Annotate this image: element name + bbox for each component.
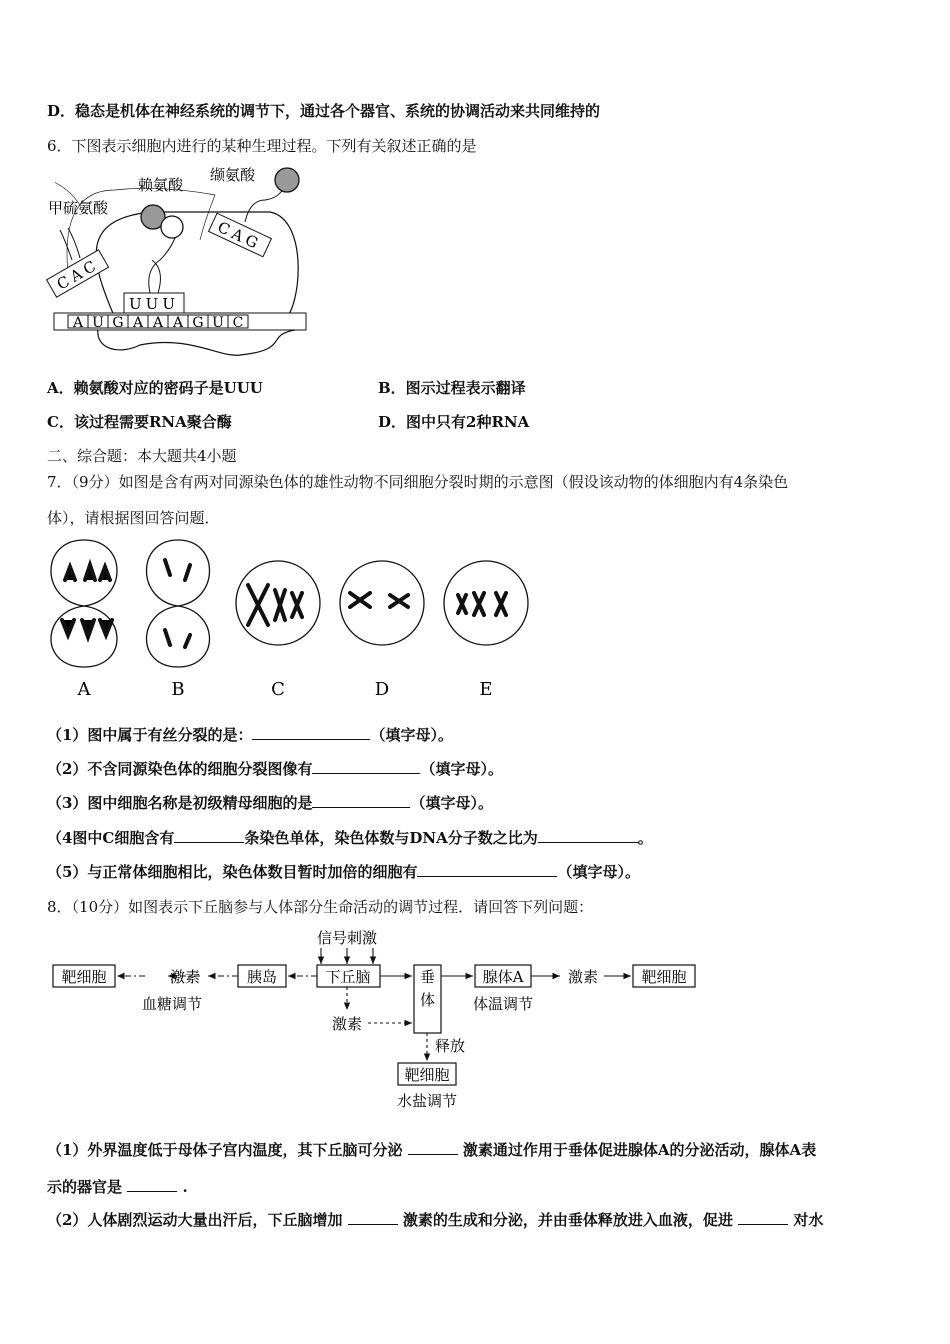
label-met: 甲硫氨酸 (48, 199, 109, 217)
q6-option-a: A．赖氨酸对应的密码子是UUU (47, 379, 263, 397)
temperature-label: 体温调节 (472, 995, 534, 1013)
q7-stem-2: 体），请根据图回答问题． (47, 509, 220, 527)
hypothalamus-box: 下丘脑 (325, 968, 371, 986)
anticodon-cac: CAC (53, 255, 103, 294)
anticodon-cag: CAG (214, 217, 265, 254)
target-cell-1: 靶细胞 (61, 968, 107, 986)
mrna-base: G (112, 315, 124, 331)
gland-a-box: 腺体A (482, 968, 524, 986)
mrna-base: A (72, 315, 84, 331)
q6-stem: 6．下图表示细胞内进行的某种生理过程。下列有关叙述正确的是 (47, 137, 477, 155)
blood-sugar-label: 血糖调节 (141, 995, 203, 1013)
mrna-codons (68, 315, 248, 331)
label-val: 缬氨酸 (210, 166, 256, 184)
mrna-base: C (232, 315, 244, 331)
cell-label-a: A (77, 679, 91, 700)
section-heading: 二、综合题：本大题共4小题 (47, 447, 237, 465)
q7-part-4: （4图中C细胞含有 条染色单体，染色体数与DNA分子数之比为 。 (47, 829, 653, 847)
islet-box: 胰岛 (246, 968, 278, 986)
hormone-1: 激素 (169, 968, 201, 986)
cell-division-figure (40, 535, 540, 705)
q8-part-2: （2）人体剧烈运动大量出汗后，下丘脑增加 激素的生成和分泌，并由垂体释放进入血液，促进 对水 (47, 1211, 824, 1229)
water-salt-label: 水盐调节 (396, 1092, 458, 1110)
anticodon-uuu: UUU (129, 295, 179, 313)
q7-part-2: （2）不含同源染色体的细胞分裂图像有 （填字母）。 (47, 760, 503, 778)
q6-option-b: B．图示过程表示翻译 (378, 379, 526, 397)
q5-option-d: D．稳态是机体在神经系统的调节下，通过各个器官、系统的协调活动来共同维持的 (47, 102, 601, 120)
q8-part-1-cont: 示的器官是 . (47, 1178, 188, 1196)
q7-part-1: （1）图中属于有丝分裂的是： （填字母）。 (47, 726, 453, 744)
q7-part-5: （5）与正常体细胞相比，染色体数目暂时加倍的细胞有 （填字母）。 (47, 863, 640, 881)
q7-part-3: （3）图中细胞名称是初级精母细胞的是 （填字母）。 (47, 794, 493, 812)
answer-blank[interactable] (348, 1210, 398, 1225)
pituitary-box: 垂体 (418, 969, 436, 1015)
answer-blank[interactable] (174, 828, 244, 843)
label-lys: 赖氨酸 (138, 176, 184, 194)
mrna-base: U (212, 315, 224, 331)
hormone-3: 激素 (331, 1015, 363, 1033)
release-label: 释放 (434, 1037, 466, 1055)
mrna-base: A (132, 315, 144, 331)
answer-blank[interactable] (252, 725, 370, 740)
cell-label-c: C (271, 679, 285, 700)
mrna-base: G (192, 315, 204, 331)
answer-blank[interactable] (417, 862, 557, 877)
hypothalamus-diagram (40, 922, 720, 1117)
answer-blank[interactable] (538, 828, 638, 843)
target-cell-2: 靶细胞 (641, 968, 687, 986)
hormone-2: 激素 (567, 968, 599, 986)
q6-option-d: D．图中只有2种RNA (378, 413, 530, 431)
answer-blank[interactable] (408, 1140, 458, 1155)
q6-option-c: C．该过程需要RNA聚合酶 (47, 413, 232, 431)
mrna-base: U (92, 315, 104, 331)
mrna-base: A (152, 315, 164, 331)
q8-part-1: （1）外界温度低于母体子宫内温度，其下丘脑可分泌 激素通过作用于垂体促进腺体A的分泌活动，腺体A表 (47, 1141, 817, 1159)
cell-label-b: B (171, 679, 185, 700)
answer-blank[interactable] (738, 1210, 788, 1225)
target-cell-3: 靶细胞 (404, 1066, 450, 1084)
cell-label-d: D (374, 679, 390, 700)
answer-blank[interactable] (312, 793, 410, 808)
mrna-base: A (172, 315, 184, 331)
answer-blank[interactable] (127, 1177, 177, 1192)
signal-label: 信号刺激 (316, 929, 378, 947)
translation-figure (40, 160, 340, 360)
cell-label-e: E (479, 679, 493, 700)
answer-blank[interactable] (312, 759, 420, 774)
q8-stem: 8．（10分）如图表示下丘脑参与人体部分生命活动的调节过程．请回答下列问题： (47, 898, 594, 916)
q7-stem-1: 7．（9分）如图是含有两对同源染色体的雄性动物不同细胞分裂时期的示意图（假设该动物的体细胞内有4条染色 (47, 473, 789, 491)
